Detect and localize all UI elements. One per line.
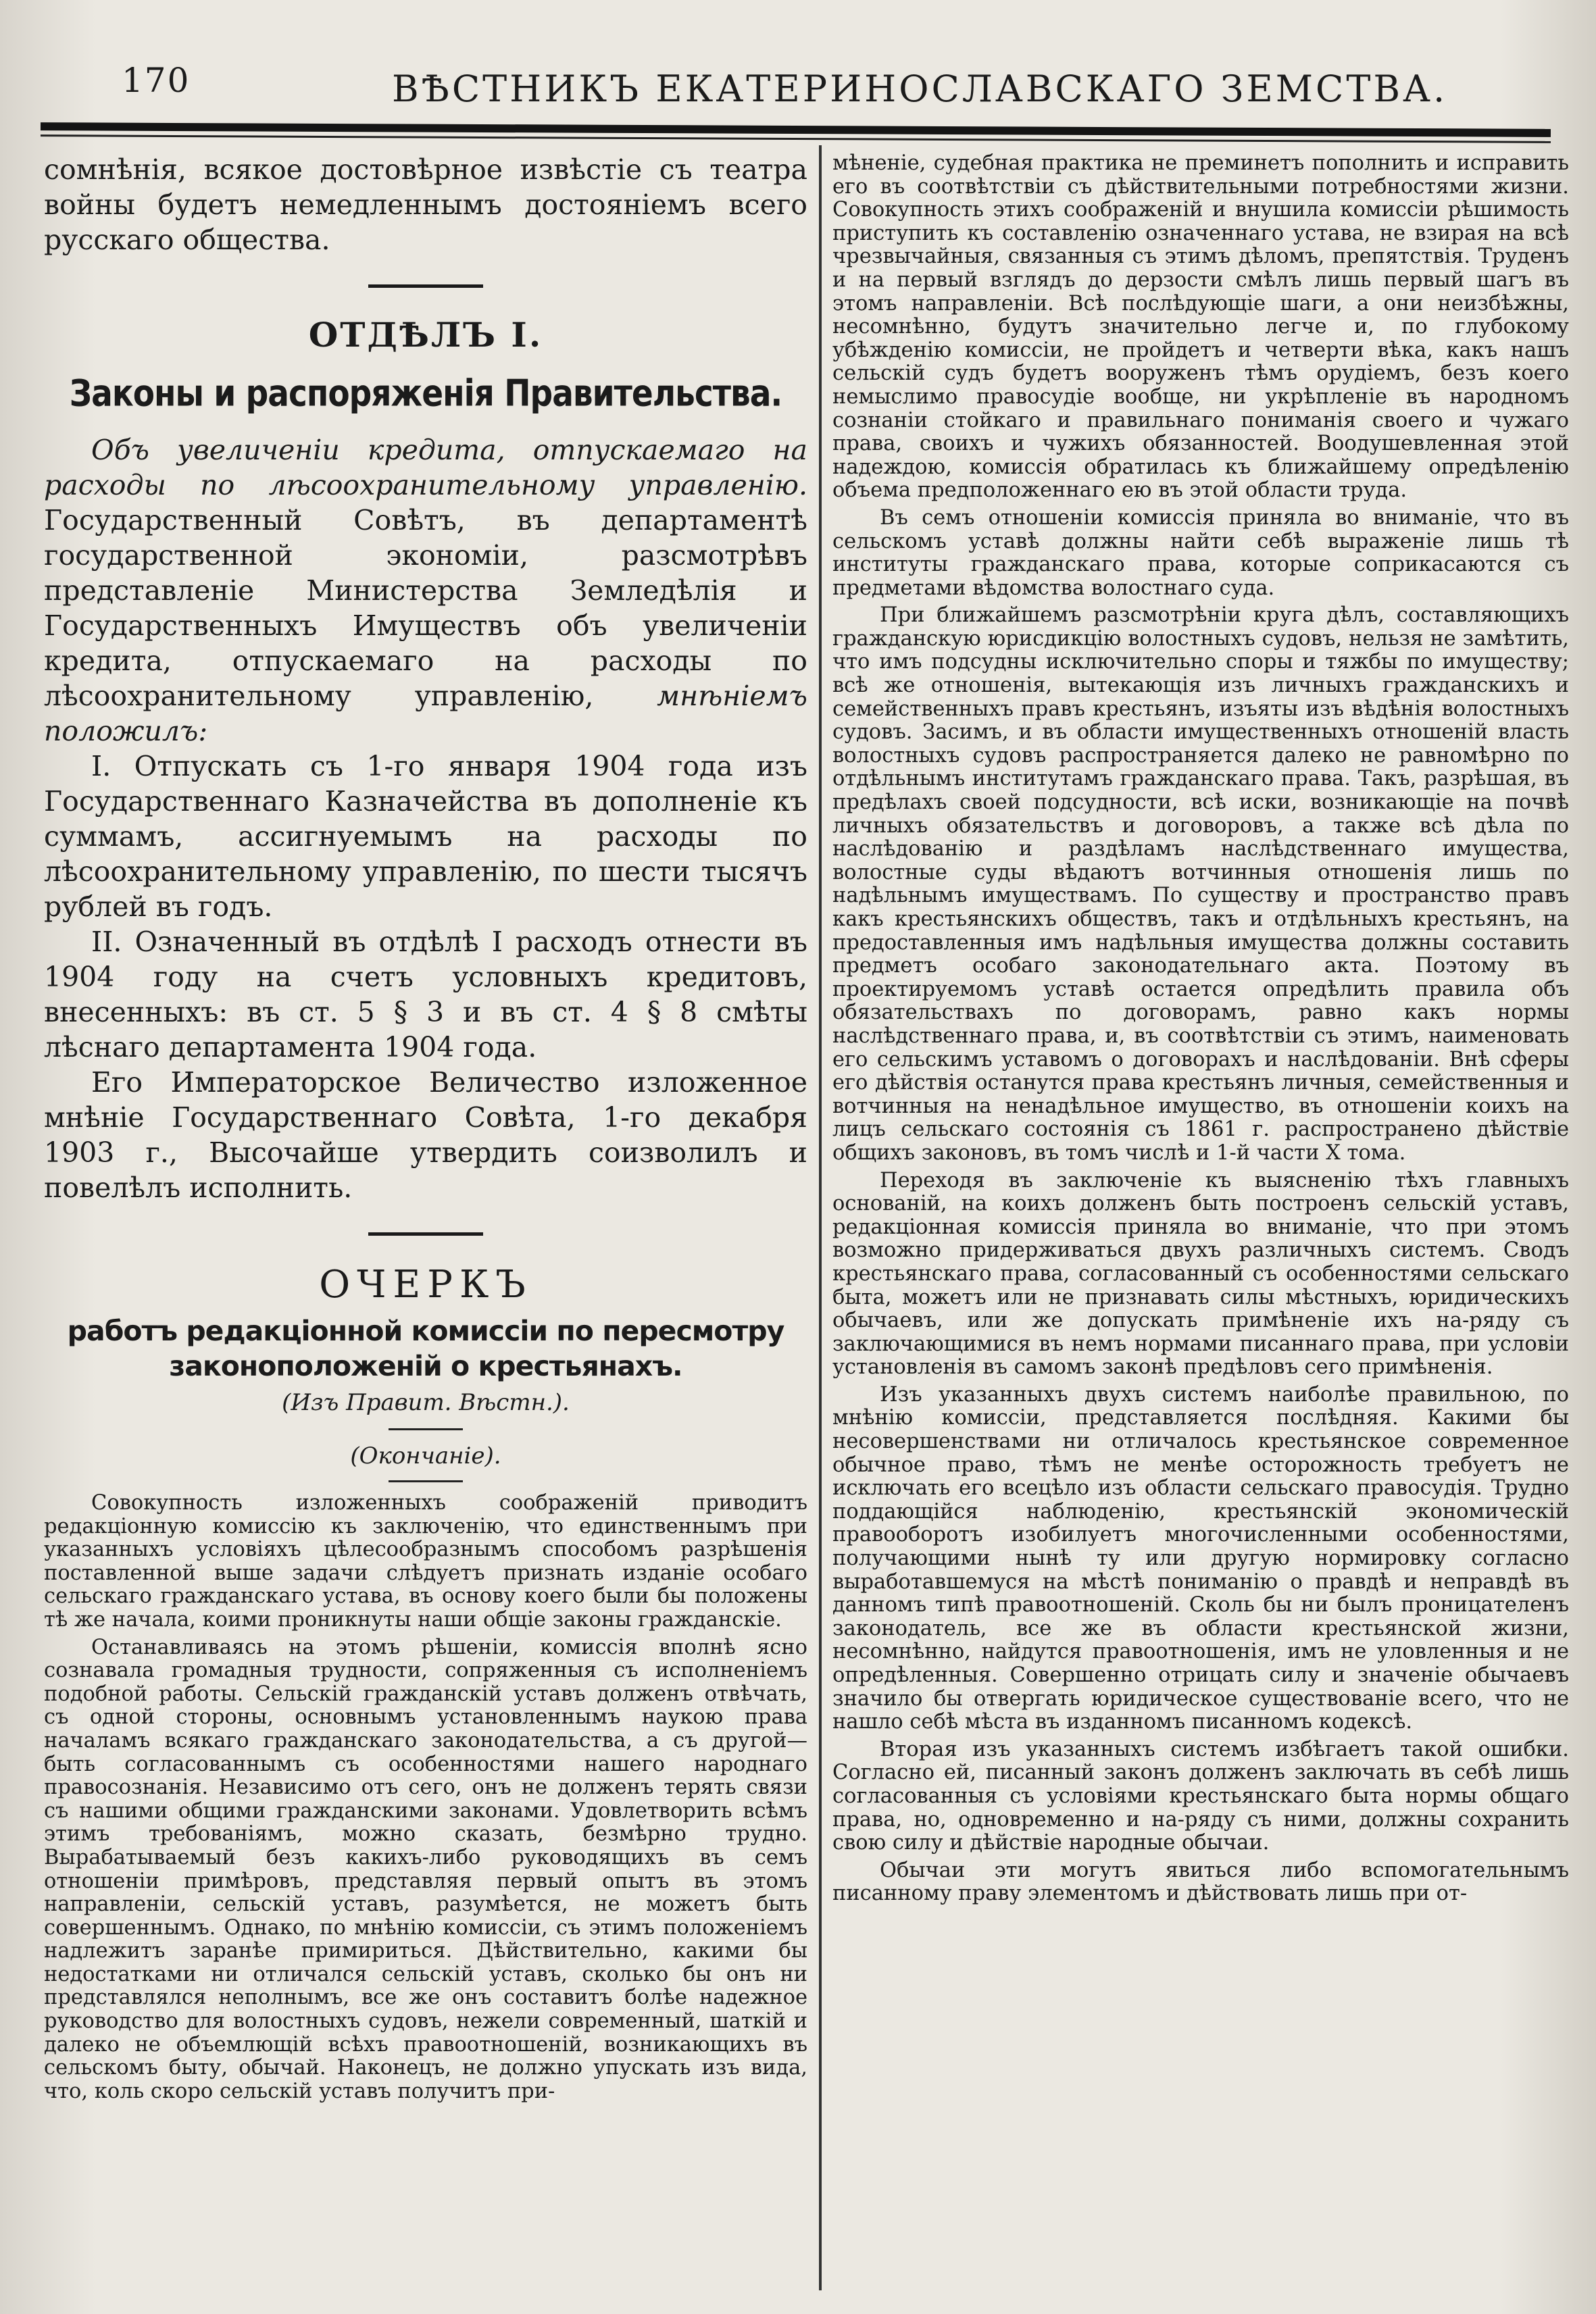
article-paragraph: Обычаи эти могутъ явиться либо вспомогательнымъ писанному праву элементомъ и дѣйствовать лишь при от- <box>832 1858 1569 1906</box>
section-divider <box>368 284 483 288</box>
article-paragraph: Вторая изъ указанныхъ системъ избѣгаетъ такой ошибки. Согласно ей, писанный законъ долженъ заключать въ себѣ лишь согласованныя съ условіями крестьянскаго быта нормы общаго права, но, одновременно и на-ряду съ ними, должны сохранить свою силу и дѣйствіе народные обычаи. <box>832 1737 1569 1855</box>
article-paragraph: При ближайшемъ разсмотрѣніи круга дѣлъ, составляющихъ гражданскую юрисдикцію волостныхъ судовъ, нельзя не замѣтить, что имъ подсудны исключительно споры и тяжбы по имуществу; всѣ же отношенія, вытекающія изъ личныхъ гражданскихъ и семейственныхъ правъ крестьянъ, изъяты изъ вѣдѣнія волостныхъ судовъ. Засимъ, и въ области имущественныхъ отношеній власть волостныхъ судовъ распространяется далеко не равномѣрно по отдѣльнымъ институтамъ гражданскаго права. Такъ, разрѣшая, въ предѣлахъ своей подсудности, всѣ иски, возникающіе на почвѣ личныхъ обязательствъ и договоровъ, а также всѣ дѣла по наслѣдованію и раздѣламъ наслѣдственнаго имущества, волостные суды вѣдаютъ вотчинныя отношенія лишь по надѣльнымъ имуществамъ. По существу и пространство правъ какъ крестьянскихъ обществъ, такъ и отдѣльныхъ крестьянъ, на предоставленныя имъ надѣльныя имущества должны составить предметъ особаго законодательнаго акта. Поэтому въ проектируемомъ уставѣ остается опредѣлить правила объ обязательствахъ по договорамъ, равно какъ нормы наслѣдственнаго права, и, въ соотвѣтствіи съ этимъ, наименовать его сельскимъ уставомъ о договорахъ и наслѣдованіи. Внѣ сферы его дѣйствія останутся права крестьянъ личныя, семейственныя и вотчинныя на ненадѣльное имущество, въ отношеніи коихъ на лицъ сельскаго состоянія съ 1861 г. распространено дѣйствіе общихъ законовъ, въ томъ числѣ и 1-й части X тома. <box>832 603 1569 1165</box>
decree-intro-text: Государственный Совѣтъ, въ департаментѣ государственной экономіи, разсмотрѣвъ представленіе Министерства Земледѣлія и Государственныхъ Имуществъ объ увеличеніи кредита, отпускаемаго на расходы по лѣсоохранительному управленію, <box>44 504 807 712</box>
article-paragraph: Останавливаясь на этомъ рѣшеніи, комиссія вполнѣ ясно сознавала громадныя трудности, сопряженныя съ исполненіемъ подобной работы. Сельскій гражданскій уставъ долженъ отвѣчать, съ одной стороны, основнымъ установленнымъ наукою права началамъ всякаго гражданскаго законодательства, а съ другой— быть согласованнымъ съ особенностями нашего народнаго правосознанія. Независимо отъ сего, онъ не долженъ терять связи съ нашими общими гражданскими законами. Удовлетворить всѣмъ этимъ требованіямъ, можно сказать, безмѣрно трудно. Вырабатываемый безъ какихъ-либо руководящихъ въ семъ отношеніи примѣровъ, представляя первый опытъ въ этомъ направленіи, сельскій уставъ, разумѣется, не можетъ быть совершеннымъ. Однако, по мнѣнію комиссіи, съ этимъ положеніемъ надлежитъ заранѣе примириться. Дѣйствительно, какими бы недостатками ни отличался сельскій уставъ, сколько бы онъ ни представлялся неполнымъ, все же онъ составитъ болѣе надежное руководство для волостныхъ судовъ, нежели современный, шаткій и далеко не объемлющій всѣхъ правоотношеній, возникающихъ въ сельскомъ быту, обычай. Наконецъ, не должно упускать изъ вида, что, коль скоро сельскій уставъ получитъ при- <box>44 1635 807 2103</box>
article-paragraph: мѣненіе, судебная практика не преминетъ пополнить и исправить его въ соотвѣтствіи съ дѣйствительными потребностями жизни. Совокупность этихъ соображеній и внушила комиссіи рѣшимость приступить къ составленію означеннаго устава, не взирая на всѣ чрезвычайныя, связанныя съ этимъ дѣломъ, препятствія. Труденъ и на первый взглядъ до дерзости смѣлъ лишь первый шагъ въ этомъ направленіи. Всѣ послѣдующіе шаги, а они неизбѣжны, несомнѣнно, будутъ значительно легче и, по глубокому убѣжденію комиссіи, не пройдетъ и четверти вѣка, какъ нашъ сельскій судъ будетъ вооруженъ тѣмъ орудіемъ, безъ коего немыслимо правосудіе вообще, ни укрѣпленіе въ народномъ сознаніи стойкаго и правильнаго пониманія своего и чужаго права, своихъ и чужихъ обязанностей. Воодушевленная этой надеждою, комиссія обратилась къ ближайшему опредѣленію объема предположеннаго ею въ этой области труда. <box>832 152 1569 503</box>
mini-divider-2 <box>389 1480 463 1482</box>
source-note: (Изъ Правит. Вѣстн.). <box>282 1389 570 1416</box>
continuation-note: (Окончаніе). <box>350 1442 501 1469</box>
article-paragraph: Совокупность изложенныхъ соображеній приводитъ редакціонную комиссію къ заключенію, что единственнымъ при указанныхъ условіяхъ цѣлесообразнымъ способомъ разрѣшенія поставленной выше задачи слѣдуетъ признать изданіе особаго сельскаго гражданскаго устава, въ основу коего были бы положены тѣ же начала, коими проникнуты наши общіе законы гражданскіе. <box>44 1491 807 1632</box>
column-divider <box>819 145 822 2290</box>
article-divider <box>368 1232 483 1236</box>
article-paragraph: Въ семъ отношеніи комиссія приняла во вниманіе, что въ сельскомъ уставѣ должны найти себѣ выраженіе лишь тѣ институты гражданскаго права, которые соприкасаются съ предметами вѣдомства волостнаго суда. <box>832 505 1569 600</box>
left-column <box>44 152 807 2300</box>
page-header <box>41 54 1554 128</box>
section-heading: ОТДѢЛЪ I. <box>308 315 543 355</box>
article-paragraph: Переходя въ заключеніе къ выясненію тѣхъ главныхъ основаній, на коихъ долженъ быть построенъ сельскій уставъ, редакціонная комиссія приняла во вниманіе, что при этомъ возможно придерживаться двухъ различныхъ системъ. Сводъ крестьянскаго права, согласованный съ особенностями сельскаго быта, можетъ или не признавать силы мѣстныхъ, юридическихъ обычаевъ, или же допускать примѣненіе ихъ на-ряду съ заключающимися въ немъ нормами писаннаго права, при условіи установленія въ самомъ законѣ предѣловъ сего примѣненія. <box>832 1168 1569 1380</box>
article-title: ОЧЕРКЪ <box>319 1263 532 1307</box>
section-subheading: Законы и распоряженія Правительства. <box>69 372 782 416</box>
opening-text: сомнѣнія, всякое достовѣрное извѣстіе съ театра войны будетъ немедленнымъ достояніемъ всего русскаго общества. <box>44 153 807 256</box>
journal-title: ВѢСТНИКЪ ЕКАТЕРИНОСЛАВСКАГО ЗЕМСТВА. <box>392 68 1448 110</box>
decree-intro <box>44 432 807 749</box>
right-column <box>832 152 1569 2300</box>
decree-item-1: I. Отпускать съ 1-го января 1904 года изъ Государственнаго Казначейства въ дополненіе къ суммамъ, ассигнуемымъ на расходы по лѣсоохранительному управленію, по шести тысячъ рублей въ годъ. <box>44 750 807 923</box>
page-number: 170 <box>122 61 191 100</box>
decree-intro-italic: мнѣніемъ положилъ: <box>44 680 807 747</box>
decree-item-2: II. Означенный въ отдѣлѣ I расходъ отнести въ 1904 году на счетъ условныхъ кредитовъ, внесенныхъ: въ ст. 5 § 3 и въ ст. 4 § 8 смѣты лѣснаго департамента 1904 года. <box>44 926 807 1063</box>
article-subtitle: работъ редакціонной комиссіи по пересмотру законоположеній о крестьянахъ. <box>67 1315 784 1382</box>
mini-divider <box>389 1428 463 1430</box>
decree-title: Объ увеличеніи кредита, отпускаемаго на расходы по лѣсоохранительному управленію. <box>44 434 807 501</box>
decree-approval: Его Императорское Величество изложенное мнѣніе Государственнаго Совѣта, 1-го декабря 1903 г., Высочайше утвердить соизволилъ и повелѣлъ исполнить. <box>44 1066 807 1204</box>
article-paragraph: Изъ указанныхъ двухъ системъ наиболѣе правильною, по мнѣнію комиссіи, представляется послѣдняя. Какими бы несовершенствами ни отличалось крестьянское современное обычное право, тѣмъ не менѣе осторожность требуетъ не исключать его всецѣло изъ области сельскаго правосудія. Трудно поддающійся наблюденію, крестьянскій экономическій правооборотъ изобилуетъ многочисленными особенностями, получающими нынѣ ту или другую нормировку согласно выработавшемуся на мѣстѣ пониманію о правдѣ и неправдѣ въ данномъ типѣ правоотношеній. Сколь бы ни былъ проницателенъ законодатель, все же въ области крестьянской жизни, несомнѣнно, найдутся правоотношенія, имъ не уловленныя и не опредѣленныя. Совершенно отрицать силу и значеніе обычаевъ значило бы отвергать юридическое существованіе всего, что не нашло себѣ мѣста въ изданномъ писанномъ кодексѣ. <box>832 1382 1569 1734</box>
